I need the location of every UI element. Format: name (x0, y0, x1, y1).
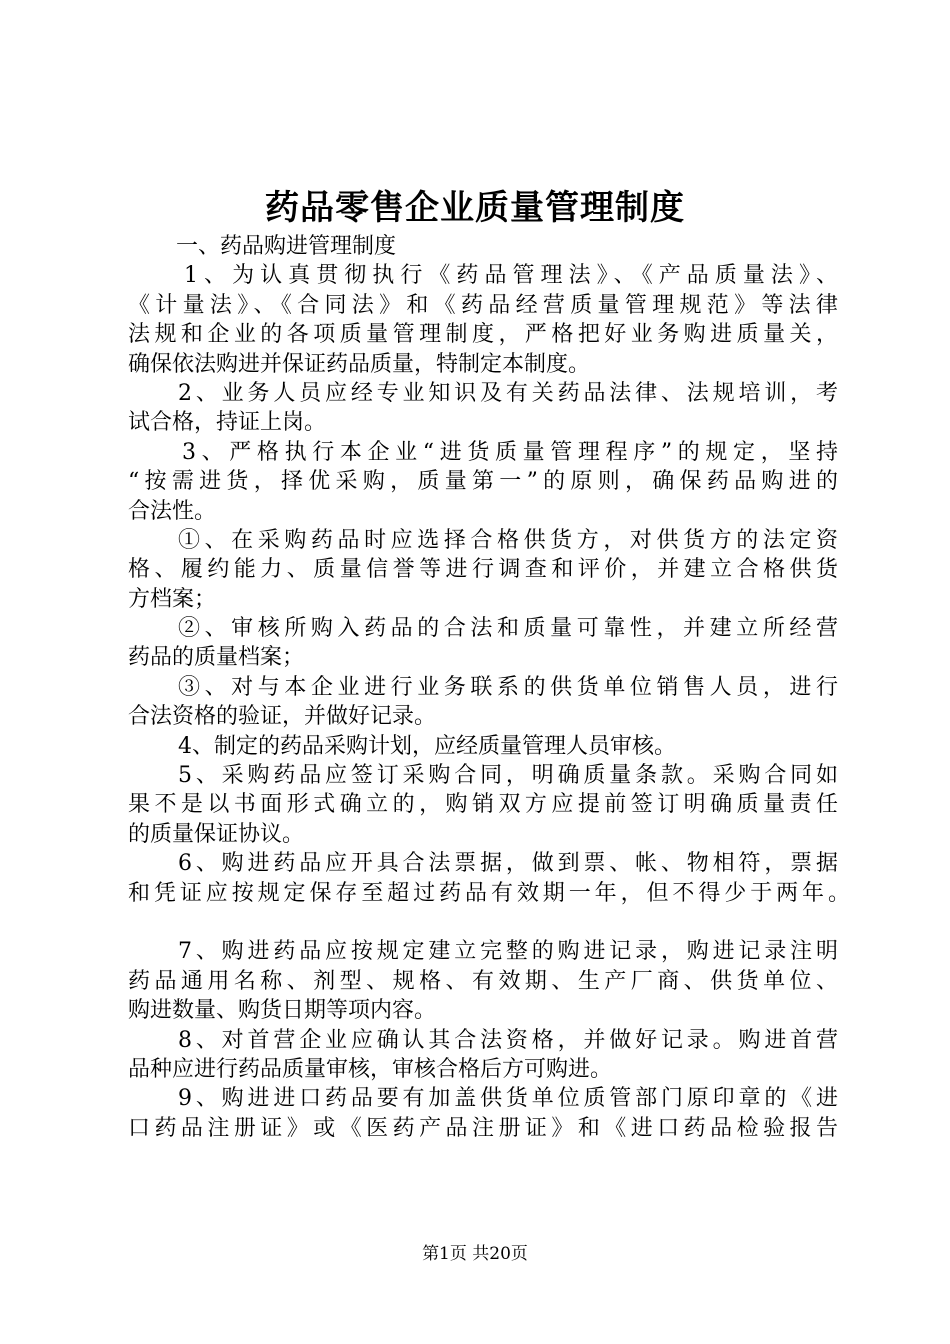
item-2-line-2: 药品的质量档案； (128, 645, 305, 671)
item-1-line-2: 格、履约能力、质量信誉等进行调查和评价，并建立合格供货 (128, 557, 838, 583)
item-3-line-1: ③、对与本企业进行业务联系的供货单位销售人员，进行 (178, 674, 838, 700)
item-1-line-3: 方档案； (128, 586, 217, 612)
page-number-footer: 第1页 共20页 (422, 1244, 528, 1264)
paragraph-9-line-2: 口药品注册证》或《医药产品注册证》和《进口药品检验报告 (128, 1115, 838, 1141)
paragraph-7-line-1: 7、购进药品应按规定建立完整的购进记录，购进记录注明 (178, 939, 838, 965)
item-1-line-1: ①、在采购药品时应选择合格供货方，对供货方的法定资 (178, 527, 838, 553)
paragraph-8-line-2: 品种应进行药品质量审核，审核合格后方可购进。 (128, 1056, 613, 1082)
paragraph-2-line-1: 2、业务人员应经专业知识及有关药品法律、法规培训，考 (178, 380, 838, 406)
item-3-line-2: 合法资格的验证，并做好记录。 (128, 704, 437, 730)
paragraph-9-line-1: 9、购进进口药品要有加盖供货单位质管部门原印章的《进 (178, 1086, 838, 1112)
paragraph-5-line-1: 5、采购药品应签订采购合同，明确质量条款。采购合同如 (178, 763, 838, 789)
paragraph-4-line-1: 4、制定的药品采购计划，应经质量管理人员审核。 (178, 733, 676, 759)
section-heading: 一、药品购进管理制度 (176, 234, 397, 259)
paragraph-3-line-3: 合法性。 (128, 498, 217, 524)
paragraph-1-line-3: 法规和企业的各项质量管理制度，严格把好业务购进质量关， (128, 322, 838, 348)
paragraph-1-line-4: 确保依法购进并保证药品质量，特制定本制度。 (128, 351, 591, 377)
item-2-line-1: ②、审核所购入药品的合法和质量可靠性，并建立所经营 (178, 616, 838, 642)
paragraph-3-line-2: “按需进货，择优采购，质量第一”的原则，确保药品购进的 (128, 469, 838, 495)
paragraph-2-line-2: 试合格，持证上岗。 (128, 410, 327, 436)
paragraph-7-line-3: 购进数量、购货日期等项内容。 (128, 998, 437, 1024)
document-body (128, 232, 850, 1143)
paragraph-1-line-1: 1、为认真贯彻执行《药品管理法》、《产品质量法》、 (184, 263, 838, 289)
paragraph-5-line-3: 的质量保证协议。 (128, 821, 305, 847)
paragraph-6-line-2: 和凭证应按规定保存至超过药品有效期一年，但不得少于两年。 (128, 880, 850, 906)
paragraph-7-line-2: 药品通用名称、剂型、规格、有效期、生产厂商、供货单位、 (128, 968, 838, 994)
paragraph-3-line-1: 3、严格执行本企业“进货质量管理程序”的规定，坚持 (182, 439, 838, 465)
paragraph-6-line-1: 6、购进药品应开具合法票据，做到票、帐、物相符，票据 (178, 851, 838, 877)
blank-line (128, 908, 838, 937)
paragraph-5-line-2: 果不是以书面形式确立的，购销双方应提前签订明确质量责任 (128, 792, 838, 818)
page-title: 药品零售企业质量管理制度 (265, 188, 685, 228)
paragraph-8-line-1: 8、对首营企业应确认其合法资格，并做好记录。购进首营 (178, 1027, 838, 1053)
paragraph-1-line-2: 《计量法》、《合同法》和《药品经营质量管理规范》等法律 (128, 292, 838, 318)
